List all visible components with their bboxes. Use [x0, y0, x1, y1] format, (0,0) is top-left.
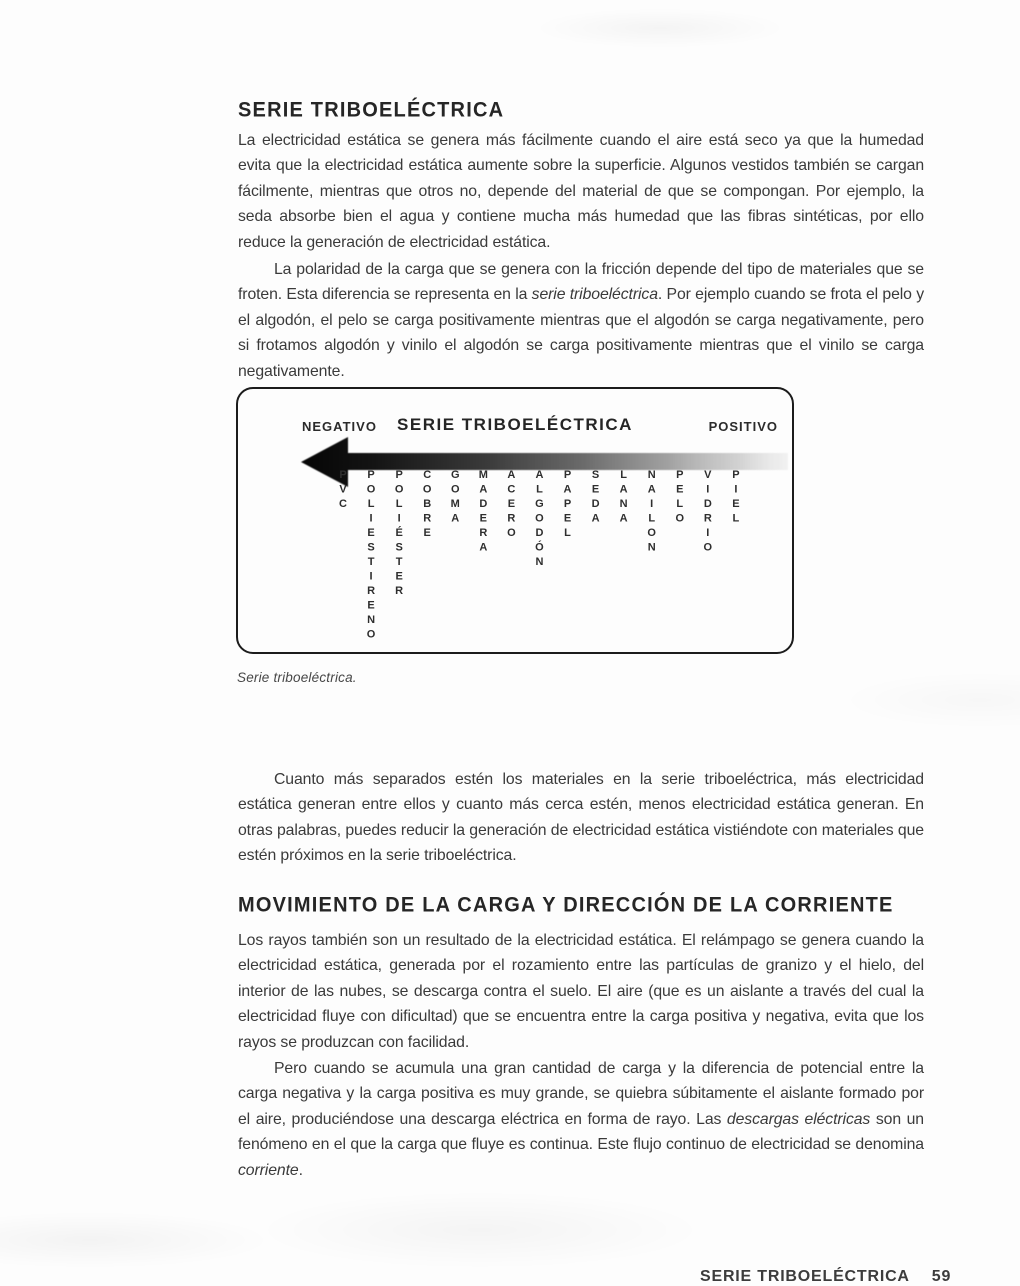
negative-pole-label: NEGATIVO [302, 419, 377, 434]
paragraph-intro: La electricidad estática se genera más fácilmente cuando el aire está seco ya que la humedad evita que la electricidad estática aumente sobre la superficie. Algunos vestidos también se cargan fácilmente, mientras que otros no, depende del material de que se compongan. Por ejemplo, la seda absorbe bien el agua y contiene mucha más humedad que las fibras sintéticas, por ello reduce la generación de electricidad estática. [238, 131, 924, 251]
paragraph-separation: Cuanto más separados estén los materiales en la serie triboeléctrica, más electricidad estática generan entre ellos y cuanto más cerca estén, menos electricidad estática generan. En otras palabras, puedes reducir la generación de electricidad estática vistiéndote con materiales que estén próximos en la serie triboeléctrica. [238, 770, 924, 865]
material-label: MADERA [477, 469, 490, 556]
triboelectric-series-figure [236, 387, 794, 654]
paragraph-discharge [238, 1056, 924, 1184]
material-label: PIEL [729, 469, 742, 527]
paragraph-polarity [238, 257, 924, 385]
paragraph-discharge-post: . [298, 1161, 303, 1179]
material-label: VIDRIO [701, 469, 714, 556]
paragraph-discharge-pre: Pero cuando se acumula una gran cantidad de carga y la diferencia de potencial entre la carga negativa y la carga positiva es muy grande, se quiebra súbitamente el aislante formado por el aire, produciéndose una descarga eléctrica en forma de rayo. Las [238, 1059, 924, 1128]
material-label: GOMA [449, 469, 462, 527]
positive-pole-label: POSITIVO [708, 419, 778, 434]
material-label: POLIÉSTER [393, 469, 406, 600]
page-footer [700, 1268, 951, 1286]
material-label: PVC [337, 469, 349, 513]
figure-caption: Serie triboeléctrica. [237, 670, 357, 685]
footer-section-title: SERIE TRIBOELÉCTRICA [700, 1268, 910, 1285]
material-label: LANA [617, 469, 630, 527]
page-title: SERIE TRIBOELÉCTRICA [238, 99, 505, 123]
material-label: COBRE [421, 469, 434, 542]
materials-list [337, 469, 741, 643]
material-label: PAPEL [561, 469, 574, 542]
term-descargas-electricas: descargas eléctricas [726, 1110, 871, 1128]
paragraph-discharge-mid: son un fenómeno en el que la carga que fluye es continua. Este flujo continuo de electricidad se denomina [238, 1110, 924, 1154]
footer-page-number: 59 [931, 1268, 952, 1285]
term-corriente: corriente [238, 1161, 299, 1179]
paragraph-polarity-post: . Por ejemplo cuando se frota el pelo y el algodón, el pelo se carga positivamente mientras que el algodón se carga negativamente, pero si frotamos algodón y vinilo el algodón se carga positivamente mientras que el vinilo se carga negativamente. [238, 286, 924, 380]
material-label: NAILON [645, 469, 658, 556]
paragraph-polarity-pre: La polaridad de la carga que se genera con la fricción depende del tipo de materiales que se froten. Esta diferencia se representa en la [238, 260, 924, 304]
material-label: SEDA [589, 469, 602, 527]
material-label: PELO [673, 469, 686, 527]
paragraph-lightning: Los rayos también son un resultado de la electricidad estática. El relámpago se genera cuando la electricidad estática, generada por el rozamiento entre las partículas de granizo y el hielo, del interior de las nubes, se descarga contra el suelo. El aire (que es un aislante a través del cual la electricidad fluye con dificultad) que se encuentra entre la carga positiva y negativa, evita que los rayos se produzcan con facilidad. [238, 931, 924, 1051]
term-serie-triboelectrica: serie triboeléctrica [531, 286, 658, 304]
material-label: POLIESTIRENO [365, 469, 378, 643]
section-heading-current: MOVIMIENTO DE LA CARGA Y DIRECCIÓN DE LA CORRIENTE [238, 893, 894, 917]
material-label: ACERO [505, 469, 518, 542]
figure-title: SERIE TRIBOELÉCTRICA [397, 415, 633, 434]
material-label: ALGODÓN [533, 469, 546, 571]
